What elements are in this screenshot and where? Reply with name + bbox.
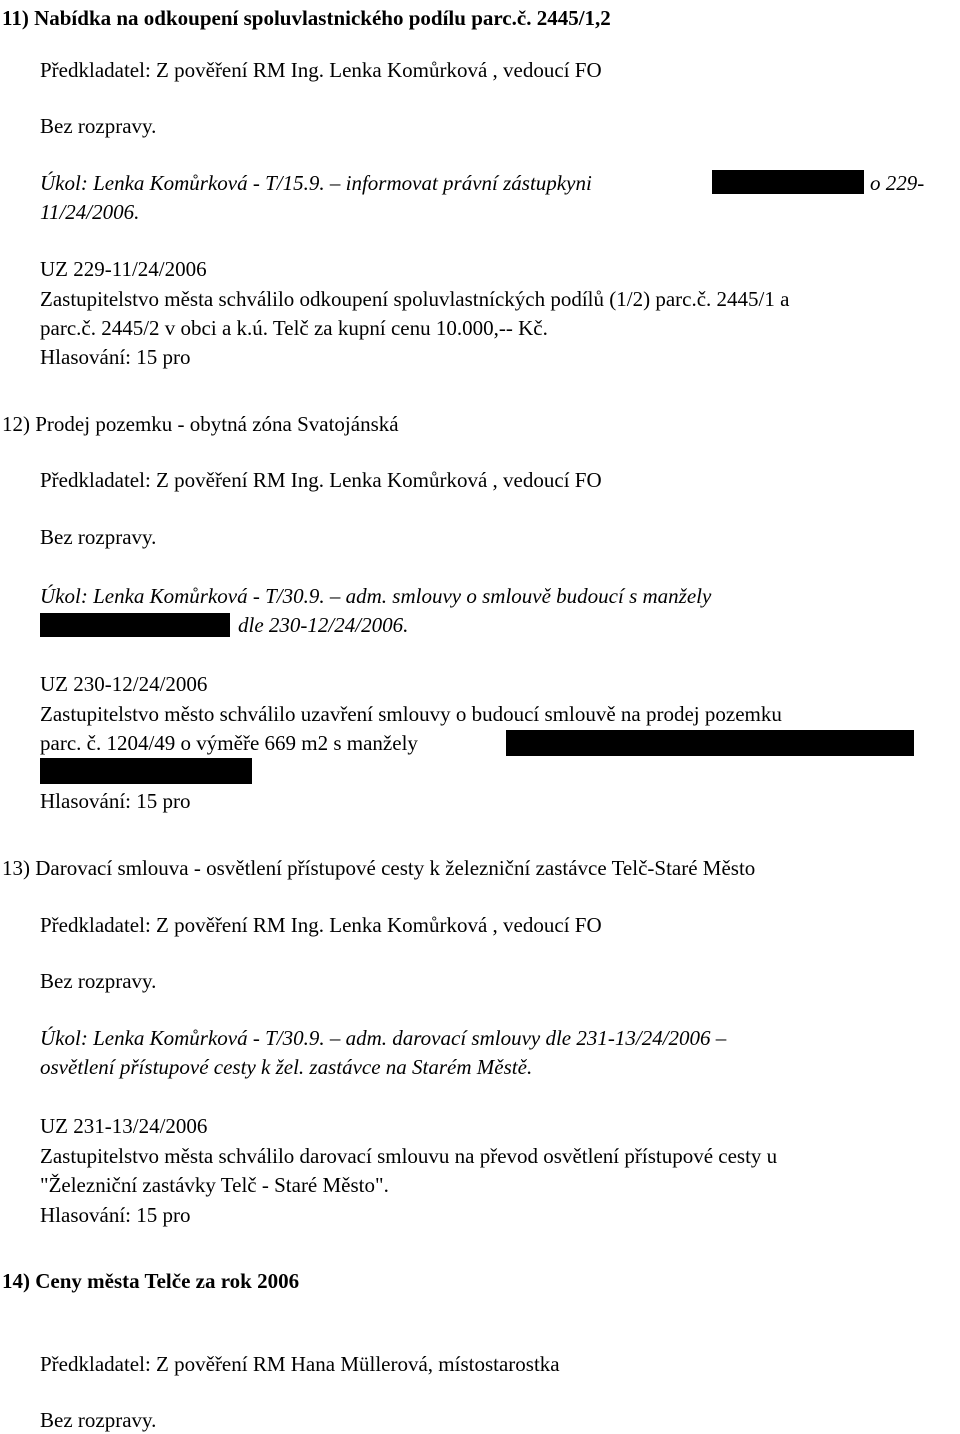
redaction-block [40,758,252,784]
section-13-uz-title: UZ 231-13/24/2006 [40,1114,208,1138]
section-11-ukol-line1-end: o 229- [870,171,925,195]
section-12-ukol-line2: dle 230-12/24/2006. [238,613,409,637]
section-13-predkladatel: Předkladatel: Z pověření RM Ing. Lenka Komůrková , vedoucí FO [40,913,602,937]
section-12-uz-title: UZ 230-12/24/2006 [40,672,208,696]
redaction-block [40,613,230,637]
section-14-predkladatel: Předkladatel: Z pověření RM Hana Müllerová, místostarostka [40,1352,560,1376]
section-11-ukol-line1: Úkol: Lenka Komůrková - T/15.9. – informovat právní zástupkyni [40,171,592,195]
section-11-uz-line2: parc.č. 2445/2 v obci a k.ú. Telč za kupní cenu 10.000,-- Kč. [40,316,548,340]
section-13-ukol-line2: osvětlení přístupové cesty k žel. zastávce na Starém Městě. [40,1055,533,1079]
section-11-uz-line1: Zastupitelstvo města schválilo odkoupení spoluvlastníckých podílů (1/2) parc.č. 2445/1 a [40,287,790,311]
section-12-ukol-line1: Úkol: Lenka Komůrková - T/30.9. – adm. smlouvy o smlouvě budoucí s manžely [40,584,712,608]
redaction-block [712,170,864,194]
section-11-bez-rozpravy: Bez rozpravy. [40,114,157,138]
section-12-bez-rozpravy: Bez rozpravy. [40,525,157,549]
section-14-bez-rozpravy: Bez rozpravy. [40,1408,157,1432]
section-13-uz-line2: "Železniční zastávky Telč - Staré Město". [40,1173,389,1197]
section-12-heading: 12) Prodej pozemku - obytná zóna Svatojánská [2,412,399,436]
section-11-hlasovani: Hlasování: 15 pro [40,345,191,369]
section-12-uz-line1: Zastupitelstvo město schválilo uzavření smlouvy o budoucí smlouvě na prodej pozemku [40,702,782,726]
section-12-hlasovani: Hlasování: 15 pro [40,789,191,813]
section-11-ukol-line2: 11/24/2006. [40,200,140,224]
section-12-predkladatel: Předkladatel: Z pověření RM Ing. Lenka Komůrková , vedoucí FO [40,468,602,492]
redaction-block [506,730,914,756]
section-13-heading: 13) Darovací smlouva - osvětlení přístupové cesty k železniční zastávce Telč-Staré Město [2,856,756,880]
section-13-ukol-line1: Úkol: Lenka Komůrková - T/30.9. – adm. darovací smlouvy dle 231-13/24/2006 – [40,1026,727,1050]
section-11-uz-title: UZ 229-11/24/2006 [40,257,207,281]
section-12-uz-line2: parc. č. 1204/49 o výměře 669 m2 s manžely [40,731,418,755]
section-13-bez-rozpravy: Bez rozpravy. [40,969,157,993]
section-13-hlasovani: Hlasování: 15 pro [40,1203,191,1227]
section-11-predkladatel: Předkladatel: Z pověření RM Ing. Lenka Komůrková , vedoucí FO [40,58,602,82]
section-14-heading: 14) Ceny města Telče za rok 2006 [2,1269,300,1293]
section-11-heading: 11) Nabídka na odkoupení spoluvlastnického podílu parc.č. 2445/1,2 [2,6,611,30]
section-13-uz-line1: Zastupitelstvo města schválilo darovací smlouvu na převod osvětlení přístupové cesty u [40,1144,778,1168]
